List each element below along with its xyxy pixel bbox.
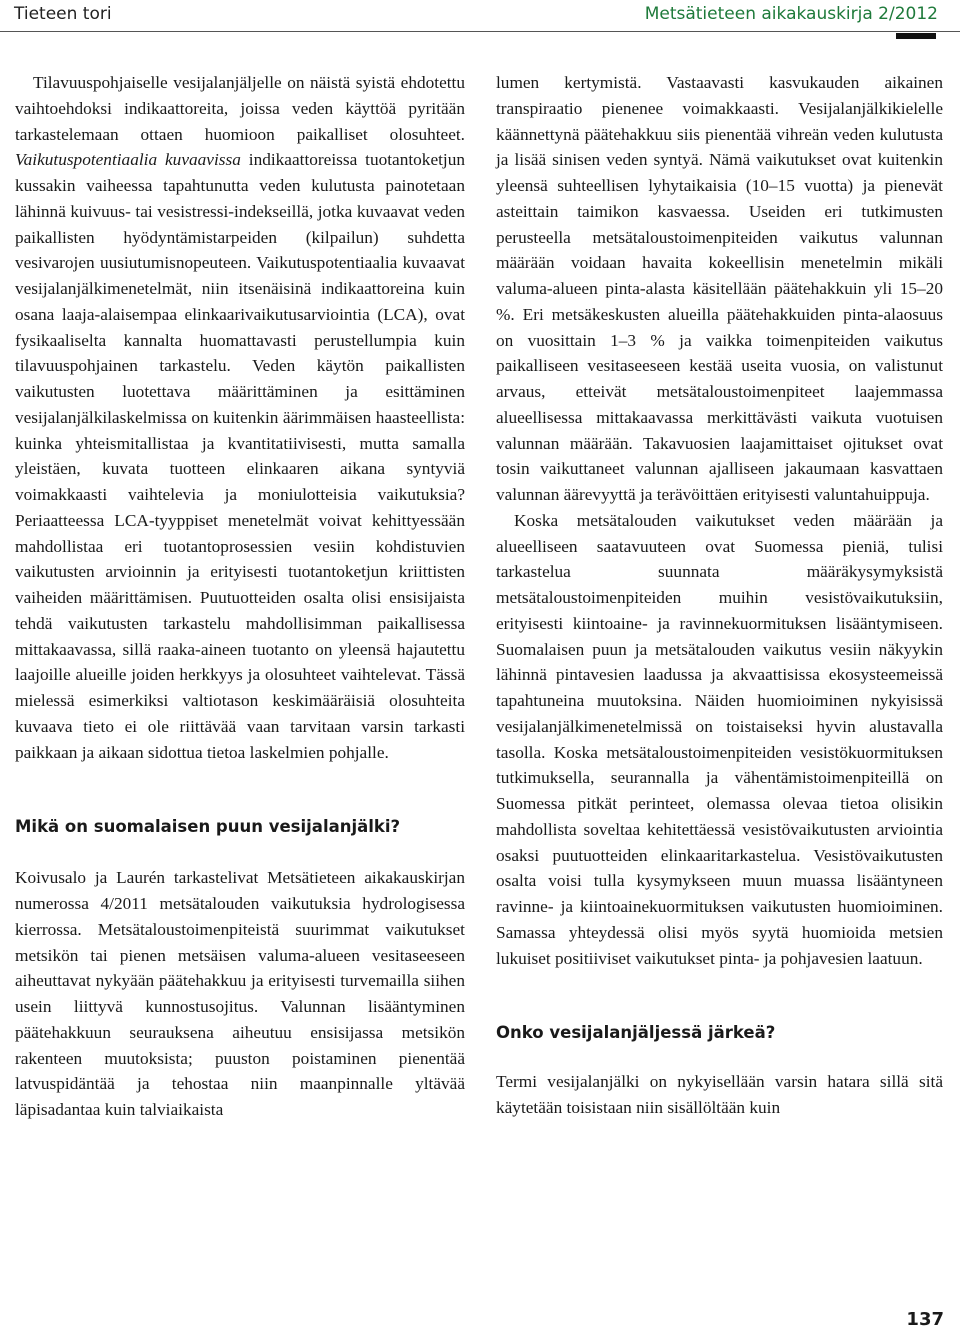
left-p1-italic: Vaikutuspotentiaalia kuvaavissa bbox=[15, 150, 241, 170]
left-paragraph-2: Koivusalo ja Laurén tarkastelivat Metsätieteen aikakauskirjan numerossa 4/2011 metsätalouden vaikutuksia hydrologisessa kierrossa. Metsätaloustoimenpiteistä suurimmat vaikutukset metsikön tai pienen metsäisen valuma-alueen vesitaseeseen aiheuttavat nykyään päätehakkuu ja erityisesti turvemailla siihen usein liittyvä kunnostusojitus. Valunnan lisääntyminen päätehakkuun seurauksena aiheutuu ensisijassa metsikön rakenteen muutoksista; puuston poistaminen pienentää latvuspidäntää ja tehostaa niin maanpinnalle yltävää läpisadantaa kuin talviaikaista bbox=[15, 868, 465, 1119]
left-p1-rest: indikaattoreissa tuotantoketjun kussakin vaiheessa tapahtunutta veden kulutusta painotetaan lähinnä kuivuus- tai vesistressi-indekseillä, jotka kuvaavat veden paikallisten hyödyntämistarpeiden (kilpailun) suhdetta vesivarojen uusiutumisnopeuteen. Vaikutuspotentiaalia kuvaavat vesijalanjälkimenetelmät, niin itsenäisinä indikaattoreina kuin osana laaja-alaisempaa elinkaarivaikutusarviointia (LCA), ovat fysikaaliselta kannalta huomattavasti perustellumpia kuin tilavuuspohjainen tarkastelu. Veden käytön paikallisten vaikutusten luotettava määrittäminen ja esittäminen vesijalanjälkilaskelmissa on kuitenkin äärimmäisen haasteellista: kuinka yhteismitallistaa ja kvantitatiivisesti, mutta samalla yleistäen, kuvata tuotteen elinkaaren aikana syntyviä voimakkaasti vaihtelevia ja moniulotteisia vaikutuksia? Periaatteessa LCA-tyyppiset menetelmät voivat kehittyessään mahdollistaa eri tuotantoprosessien vesiin kohdistuvien vaikutusten arvioinnin ja erityisesti tuotantoketjun kriittisten vaiheiden määrittämisen. Puutuotteiden osalta olisi ensisijaista tehdä vaikutusten tarkastelu mahdollisimman paikallisessa mittakaavassa, sillä raaka-aineen tuotanto on yleensä hajautettu laajoille alueille joiden herkkyys ja olosuhteet vaihtelevat. Tässä mielessä esimerkiksi valtiotason keskimääräisiä olosuhteita kuvaava tieto ei ole riittävää vaan tarvitaan varsin tarkasti paikkaan ja aikaan sidottua tietoa laskelmien pohjalle. bbox=[15, 150, 465, 762]
left-p1-start: Tilavuuspohjaiselle vesijalanjäljelle on näistä syistä ehdotettu vaihtoehdoksi indikaattoreita, joissa veden käyttöä pyritään tarkastelemaan ottaen huomioon paikalliset olosuhteet. bbox=[15, 73, 465, 144]
right-paragraph-2: Koska metsätalouden vaikutukset veden määrään ja alueelliseen saatavuuteen ovat Suomessa pieniä, tulisi tarkastelua suunnata määräkysymyksistä metsätaloustoimenpiteiden muihin vesistövaikutuksiin, erityisesti kiintoaine- ja ravinnekuormituksen lisääntymiseen. Suomalaisen puun ja metsätalouden vaikutus vesiin näkyykin lähinnä pintavesien laadussa ja akvaattisissa ekosysteemeissä tapahtuneina muutoksina. Näiden huomioiminen nykyisissä vesijalanjälkimenetelmissä on toistaiseksi hyvin alustavalla tasolla. Koska metsätaloustoimenpiteiden vesistökuormituksen tutkimuksella, seurannalla ja vähentämistoimenpiteillä on Suomessa pitkät perinteet, olemassa olevaa tietoa olisikin mahdollista soveltaa kehitettäessä vesistövaikutusten arviointia osaksi puutuotteiden elinkaaritarkastelua. Vesistövaikutusten osalta voisi tulla kysymykseen muun muassa lisääntyneen ravinne- ja kiintoainekuormituksen vaikutusten huomioiminen. Samassa yhteydessä olisi myös syytä huomioida metsien lukuiset positiiviset vaikutukset pinta- ja pohjavesien laatuun. bbox=[496, 510, 943, 968]
left-column bbox=[15, 70, 465, 1123]
right-column bbox=[496, 70, 943, 1121]
header-divider bbox=[0, 31, 960, 32]
section-label: Tieteen tori bbox=[14, 4, 112, 24]
journal-title: Metsätieteen aikakauskirja 2/2012 bbox=[644, 4, 938, 24]
section-heading-1: Mikä on suomalaisen puun vesijalanjälki? bbox=[15, 817, 401, 837]
left-paragraph-1 bbox=[15, 70, 465, 765]
right-paragraph-1: lumen kertymistä. Vastaavasti kasvukauden aikainen transpiraatio pienenee voimakkaasti. Vesijalanjälkikielelle käännettynä päätehakkuu siis pienentää vihreän veden kulutusta ja lisää sinisen veden syntyä. Nämä vaikutukset ovat kuitenkin yleensä suhteellisen lyhytaikaisia (10–15 vuotta) ja pienevät asteittain taimikon kasvaessa. Useiden eri tutkimusten perusteella metsätaloustoimenpiteiden vaikutus valunnan määrään voidaan havaita kokeellisin menetelmin mikäli valuma-alueen pinta-alasta käsitellään päätehakkuin yli 15–20 %. Eri metsäkeskusten alueilla päätehakkuiden pinta-alaosuus on vuosittain 1–3 % ja vaikka toimenpiteiden vaikutus paikalliseen vesitaseeseen kestää useita vuosia, on valistunut arvaus, etteivät metsätaloustoimenpiteet laajemmassa alueellisessa mittakaavassa merkittävästi vaikuta vuotuisen valunnan määrään. Takavuosien laajamittaiset ojitukset ovat tosin vaikuttaneet valunnan ajalliseen jakaumaan kasvattaen valunnan äärevyyttä ja terävöittäen erityisesti valuntahuippuja. bbox=[496, 73, 943, 504]
header-mark bbox=[896, 33, 936, 39]
right-paragraph-3: Termi vesijalanjälki on nykyisellään varsin hatara sillä sitä käytetään toisistaan niin sisällöltään kuin bbox=[496, 1072, 943, 1117]
section-heading-2: Onko vesijalanjäljessä järkeä? bbox=[496, 1023, 776, 1043]
page-number: 137 bbox=[906, 1309, 944, 1330]
